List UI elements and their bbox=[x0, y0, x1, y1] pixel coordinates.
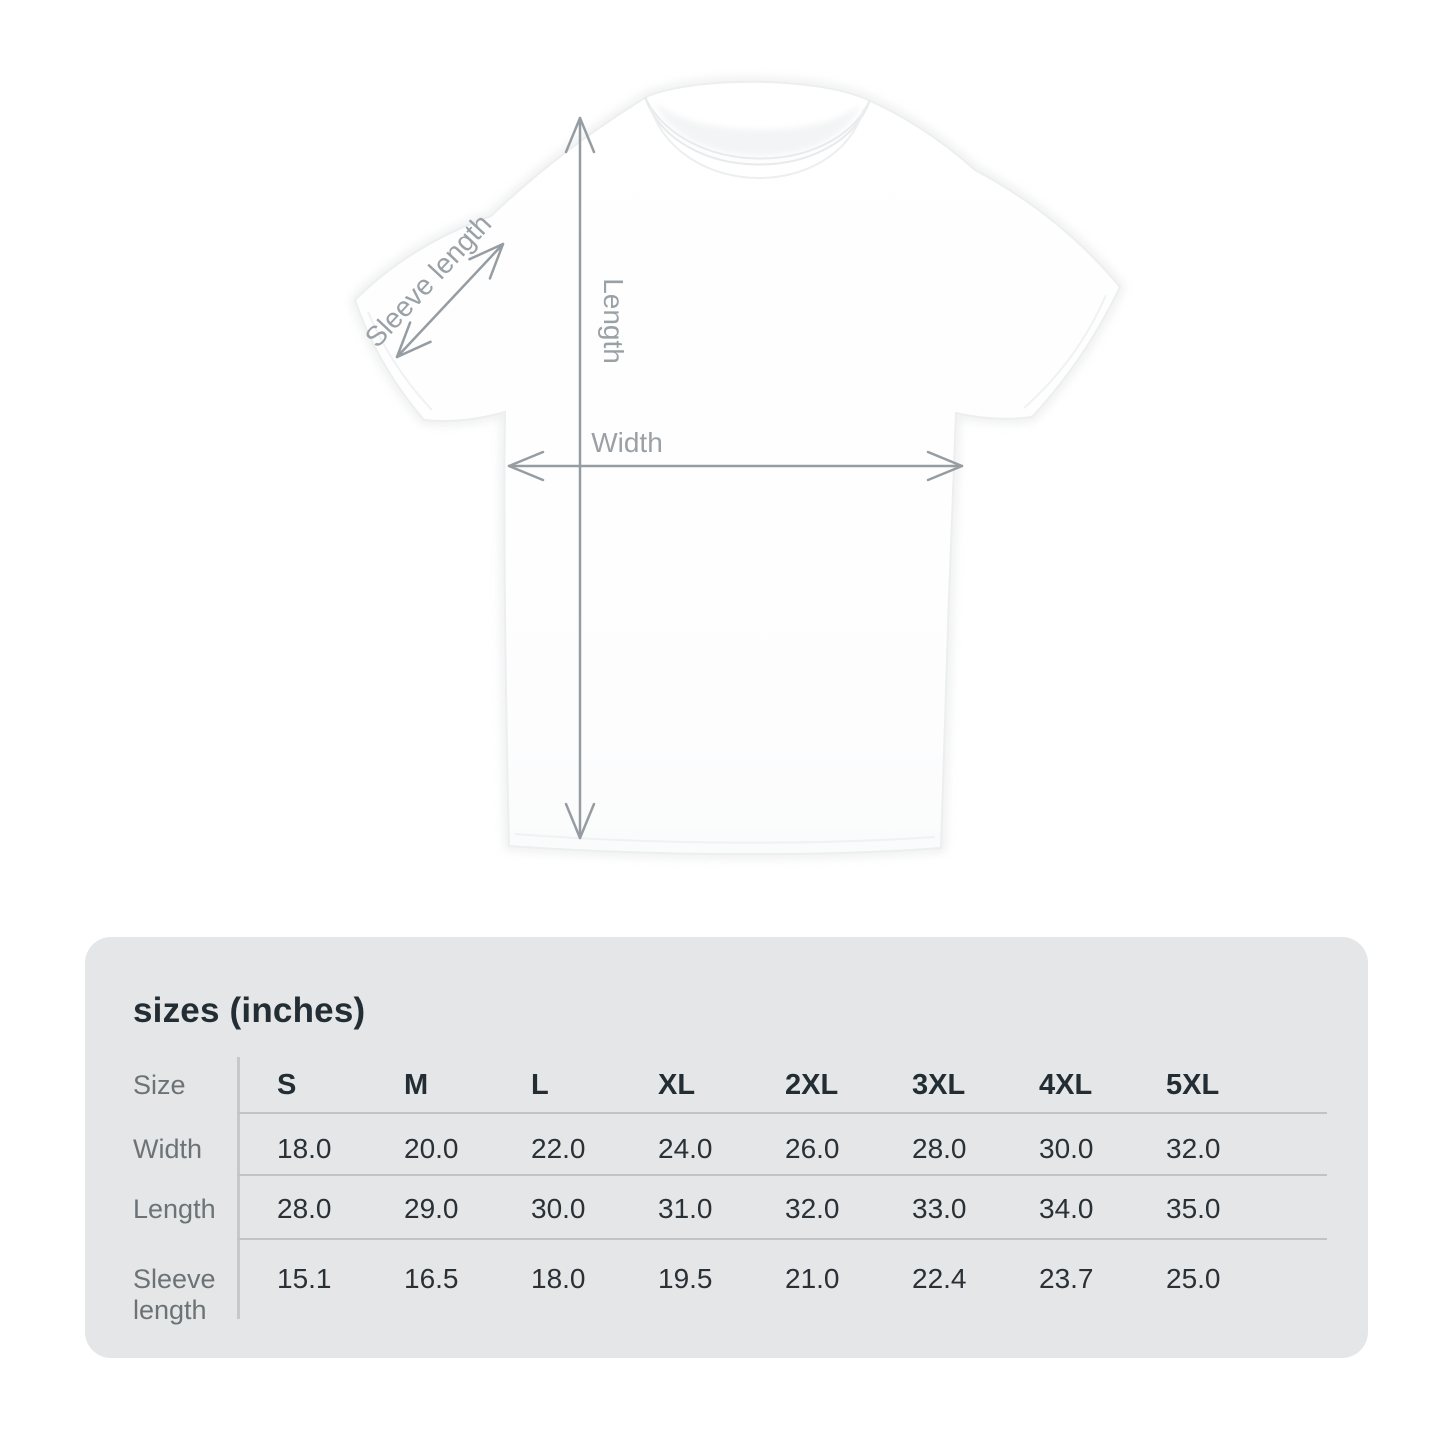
row-label: Sleeve length bbox=[133, 1264, 216, 1325]
value-cell: 33.0 bbox=[912, 1193, 967, 1224]
value-cell: 32.0 bbox=[785, 1193, 840, 1224]
table-row-length bbox=[85, 1194, 1368, 1225]
value-cell: 32.0 bbox=[1166, 1133, 1221, 1164]
value-cell: 22.4 bbox=[912, 1263, 967, 1294]
row-label: Length bbox=[133, 1194, 216, 1224]
value-cell: 22.0 bbox=[531, 1133, 586, 1164]
column-header-l: L bbox=[531, 1069, 549, 1101]
value-cell: 21.0 bbox=[785, 1263, 840, 1294]
table-row-sleeve-length bbox=[85, 1264, 1368, 1326]
value-cell: 19.5 bbox=[658, 1263, 713, 1294]
value-cell: 18.0 bbox=[531, 1263, 586, 1294]
table-row-width bbox=[85, 1134, 1368, 1165]
value-cell: 20.0 bbox=[404, 1133, 459, 1164]
table-separator bbox=[237, 1238, 1327, 1240]
column-header-2xl: 2XL bbox=[785, 1069, 839, 1101]
width-label: Width bbox=[591, 427, 663, 458]
column-header-3xl: 3XL bbox=[912, 1069, 966, 1101]
value-cell: 23.7 bbox=[1039, 1263, 1094, 1294]
column-header-xl: XL bbox=[658, 1069, 696, 1101]
sleeve-length-label: Sleeve length bbox=[358, 207, 498, 354]
value-cell: 29.0 bbox=[404, 1193, 459, 1224]
column-header-m: M bbox=[404, 1069, 429, 1101]
table-header-row bbox=[85, 1070, 1368, 1101]
size-table-panel bbox=[85, 937, 1368, 1358]
value-cell: 30.0 bbox=[531, 1193, 586, 1224]
value-cell: 24.0 bbox=[658, 1133, 713, 1164]
corner-label: Size bbox=[133, 1070, 186, 1100]
value-cell: 26.0 bbox=[785, 1133, 840, 1164]
length-label: Length bbox=[598, 278, 629, 364]
table-separator bbox=[237, 1174, 1327, 1176]
table-separator bbox=[237, 1112, 1327, 1114]
tshirt-body bbox=[355, 82, 1120, 854]
value-cell: 25.0 bbox=[1166, 1263, 1221, 1294]
value-cell: 16.5 bbox=[404, 1263, 459, 1294]
panel-title: sizes (inches) bbox=[133, 991, 366, 1030]
value-cell: 31.0 bbox=[658, 1193, 713, 1224]
row-label: Width bbox=[133, 1134, 203, 1164]
value-cell: 30.0 bbox=[1039, 1133, 1094, 1164]
column-header-4xl: 4XL bbox=[1039, 1069, 1093, 1101]
column-header-s: S bbox=[277, 1069, 297, 1101]
value-cell: 28.0 bbox=[912, 1133, 967, 1164]
value-cell: 18.0 bbox=[277, 1133, 332, 1164]
value-cell: 35.0 bbox=[1166, 1193, 1221, 1224]
value-cell: 34.0 bbox=[1039, 1193, 1094, 1224]
column-header-5xl: 5XL bbox=[1166, 1069, 1220, 1101]
value-cell: 28.0 bbox=[277, 1193, 332, 1224]
value-cell: 15.1 bbox=[277, 1263, 332, 1294]
